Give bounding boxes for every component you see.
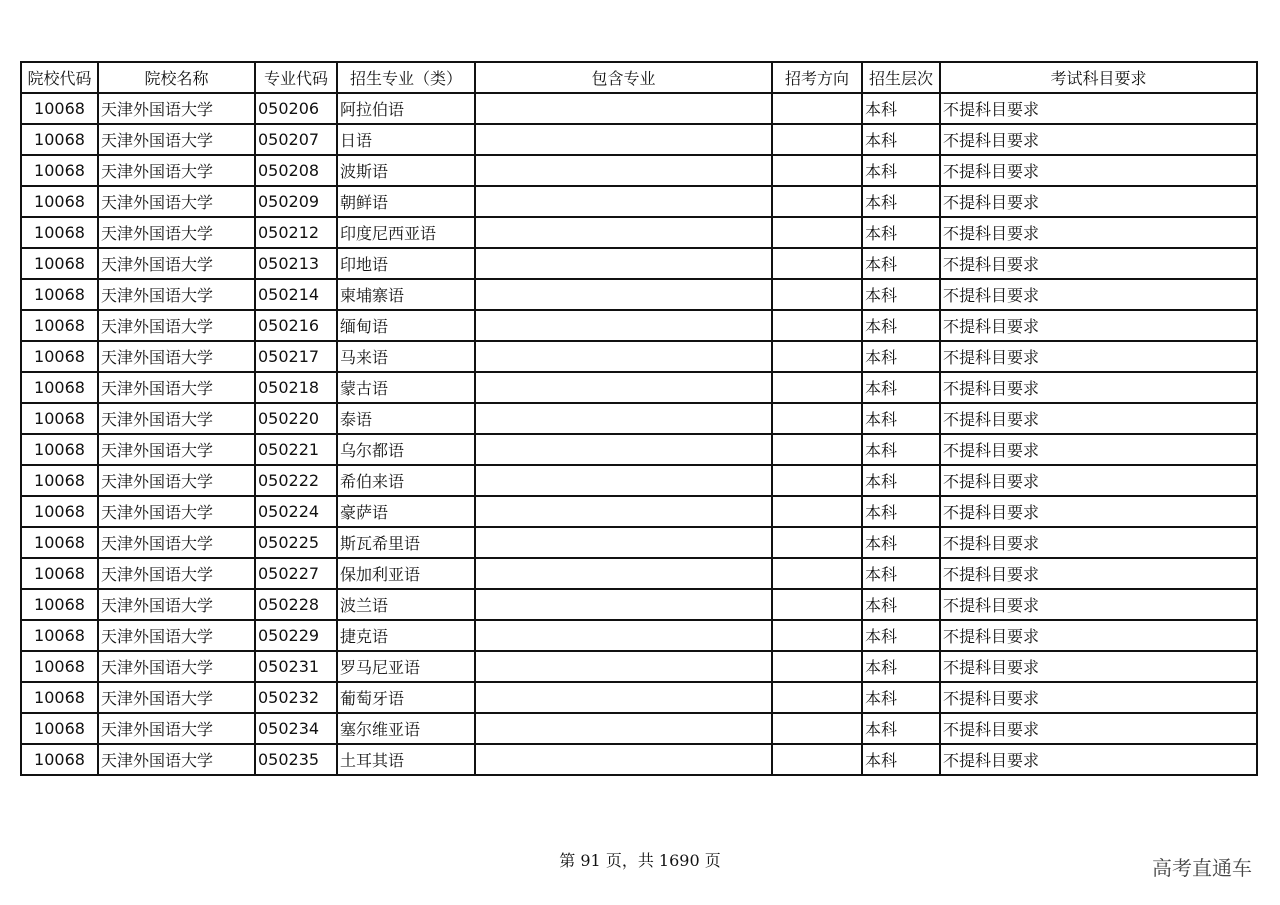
watermark: 高考直通车 <box>1152 856 1252 880</box>
cell-direction <box>772 682 862 713</box>
cell-major-code: 050213 <box>255 248 337 279</box>
cell-included-majors <box>475 403 772 434</box>
cell-direction <box>772 155 862 186</box>
cell-school-code: 10068 <box>21 372 98 403</box>
cell-direction <box>772 589 862 620</box>
cell-school-name: 天津外国语大学 <box>98 155 255 186</box>
cell-school-name: 天津外国语大学 <box>98 713 255 744</box>
cell-major: 马来语 <box>337 341 475 372</box>
cell-subject-requirement: 不提科目要求 <box>940 124 1257 155</box>
cell-subject-requirement: 不提科目要求 <box>940 713 1257 744</box>
cell-included-majors <box>475 651 772 682</box>
cell-school-code: 10068 <box>21 186 98 217</box>
cell-subject-requirement: 不提科目要求 <box>940 217 1257 248</box>
cell-major-code: 050208 <box>255 155 337 186</box>
cell-level: 本科 <box>862 434 940 465</box>
cell-direction <box>772 248 862 279</box>
cell-level: 本科 <box>862 310 940 341</box>
cell-major: 缅甸语 <box>337 310 475 341</box>
cell-school-code: 10068 <box>21 620 98 651</box>
cell-direction <box>772 279 862 310</box>
cell-included-majors <box>475 155 772 186</box>
cell-included-majors <box>475 496 772 527</box>
cell-level: 本科 <box>862 620 940 651</box>
cell-major-code: 050222 <box>255 465 337 496</box>
cell-major-code: 050235 <box>255 744 337 775</box>
table-row <box>21 248 1257 279</box>
cell-level: 本科 <box>862 124 940 155</box>
cell-included-majors <box>475 465 772 496</box>
cell-direction <box>772 124 862 155</box>
cell-level: 本科 <box>862 651 940 682</box>
cell-subject-requirement: 不提科目要求 <box>940 310 1257 341</box>
cell-major-code: 050227 <box>255 558 337 589</box>
table-row <box>21 372 1257 403</box>
cell-included-majors <box>475 217 772 248</box>
cell-major: 蒙古语 <box>337 372 475 403</box>
cell-direction <box>772 527 862 558</box>
cell-major: 葡萄牙语 <box>337 682 475 713</box>
cell-school-code: 10068 <box>21 465 98 496</box>
cell-major: 罗马尼亚语 <box>337 651 475 682</box>
cell-direction <box>772 93 862 124</box>
cell-major-code: 050224 <box>255 496 337 527</box>
cell-level: 本科 <box>862 217 940 248</box>
header-major: 招生专业（类） <box>337 62 475 93</box>
cell-major-code: 050234 <box>255 713 337 744</box>
cell-direction <box>772 186 862 217</box>
cell-major: 波兰语 <box>337 589 475 620</box>
cell-level: 本科 <box>862 186 940 217</box>
cell-included-majors <box>475 341 772 372</box>
cell-school-name: 天津外国语大学 <box>98 186 255 217</box>
cell-school-code: 10068 <box>21 744 98 775</box>
cell-subject-requirement: 不提科目要求 <box>940 372 1257 403</box>
cell-major-code: 050229 <box>255 620 337 651</box>
table-row <box>21 496 1257 527</box>
table-row <box>21 434 1257 465</box>
table-row <box>21 465 1257 496</box>
cell-included-majors <box>475 93 772 124</box>
cell-school-code: 10068 <box>21 434 98 465</box>
cell-major-code: 050231 <box>255 651 337 682</box>
cell-subject-requirement: 不提科目要求 <box>940 279 1257 310</box>
cell-included-majors <box>475 558 772 589</box>
cell-level: 本科 <box>862 155 940 186</box>
cell-major-code: 050228 <box>255 589 337 620</box>
cell-subject-requirement: 不提科目要求 <box>940 527 1257 558</box>
table-row <box>21 155 1257 186</box>
cell-school-name: 天津外国语大学 <box>98 248 255 279</box>
table-row <box>21 341 1257 372</box>
cell-subject-requirement: 不提科目要求 <box>940 434 1257 465</box>
cell-subject-requirement: 不提科目要求 <box>940 744 1257 775</box>
cell-included-majors <box>475 620 772 651</box>
cell-school-code: 10068 <box>21 217 98 248</box>
cell-direction <box>772 372 862 403</box>
enrollment-table <box>20 61 1258 776</box>
cell-school-code: 10068 <box>21 403 98 434</box>
cell-major: 印地语 <box>337 248 475 279</box>
cell-school-code: 10068 <box>21 279 98 310</box>
cell-level: 本科 <box>862 744 940 775</box>
cell-major-code: 050216 <box>255 310 337 341</box>
cell-major: 斯瓦希里语 <box>337 527 475 558</box>
cell-subject-requirement: 不提科目要求 <box>940 682 1257 713</box>
header-level: 招生层次 <box>862 62 940 93</box>
header-major-code: 专业代码 <box>255 62 337 93</box>
cell-included-majors <box>475 744 772 775</box>
table-row <box>21 558 1257 589</box>
cell-subject-requirement: 不提科目要求 <box>940 620 1257 651</box>
table-body <box>21 93 1257 775</box>
cell-included-majors <box>475 372 772 403</box>
cell-major-code: 050212 <box>255 217 337 248</box>
cell-subject-requirement: 不提科目要求 <box>940 341 1257 372</box>
cell-major: 希伯来语 <box>337 465 475 496</box>
cell-school-code: 10068 <box>21 310 98 341</box>
cell-included-majors <box>475 186 772 217</box>
cell-major: 印度尼西亚语 <box>337 217 475 248</box>
cell-school-code: 10068 <box>21 248 98 279</box>
cell-school-code: 10068 <box>21 496 98 527</box>
table-row <box>21 279 1257 310</box>
cell-school-name: 天津外国语大学 <box>98 744 255 775</box>
cell-direction <box>772 713 862 744</box>
table-row <box>21 403 1257 434</box>
cell-direction <box>772 217 862 248</box>
cell-school-name: 天津外国语大学 <box>98 589 255 620</box>
cell-school-code: 10068 <box>21 93 98 124</box>
cell-major: 阿拉伯语 <box>337 93 475 124</box>
header-school-name: 院校名称 <box>98 62 255 93</box>
cell-school-name: 天津外国语大学 <box>98 279 255 310</box>
cell-school-code: 10068 <box>21 558 98 589</box>
table-row <box>21 310 1257 341</box>
cell-direction <box>772 620 862 651</box>
cell-school-name: 天津外国语大学 <box>98 558 255 589</box>
cell-school-name: 天津外国语大学 <box>98 527 255 558</box>
cell-subject-requirement: 不提科目要求 <box>940 496 1257 527</box>
cell-direction <box>772 651 862 682</box>
cell-school-name: 天津外国语大学 <box>98 682 255 713</box>
cell-direction <box>772 465 862 496</box>
cell-subject-requirement: 不提科目要求 <box>940 558 1257 589</box>
cell-level: 本科 <box>862 713 940 744</box>
cell-school-code: 10068 <box>21 651 98 682</box>
cell-school-code: 10068 <box>21 155 98 186</box>
cell-major-code: 050218 <box>255 372 337 403</box>
cell-level: 本科 <box>862 372 940 403</box>
cell-level: 本科 <box>862 403 940 434</box>
cell-subject-requirement: 不提科目要求 <box>940 186 1257 217</box>
cell-major-code: 050206 <box>255 93 337 124</box>
cell-major-code: 050207 <box>255 124 337 155</box>
cell-school-name: 天津外国语大学 <box>98 403 255 434</box>
cell-level: 本科 <box>862 682 940 713</box>
header-school-code: 院校代码 <box>21 62 98 93</box>
table-row <box>21 589 1257 620</box>
cell-school-name: 天津外国语大学 <box>98 465 255 496</box>
cell-subject-requirement: 不提科目要求 <box>940 651 1257 682</box>
cell-level: 本科 <box>862 527 940 558</box>
cell-included-majors <box>475 589 772 620</box>
cell-subject-requirement: 不提科目要求 <box>940 155 1257 186</box>
cell-included-majors <box>475 310 772 341</box>
cell-included-majors <box>475 124 772 155</box>
cell-school-name: 天津外国语大学 <box>98 93 255 124</box>
cell-school-name: 天津外国语大学 <box>98 651 255 682</box>
cell-school-name: 天津外国语大学 <box>98 434 255 465</box>
cell-major-code: 050232 <box>255 682 337 713</box>
cell-major: 日语 <box>337 124 475 155</box>
table-row <box>21 93 1257 124</box>
header-direction: 招考方向 <box>772 62 862 93</box>
cell-direction <box>772 403 862 434</box>
cell-level: 本科 <box>862 248 940 279</box>
header-subject-requirement: 考试科目要求 <box>940 62 1257 93</box>
cell-major: 保加利亚语 <box>337 558 475 589</box>
cell-major-code: 050214 <box>255 279 337 310</box>
cell-school-code: 10068 <box>21 682 98 713</box>
cell-school-name: 天津外国语大学 <box>98 310 255 341</box>
table-row <box>21 217 1257 248</box>
cell-school-name: 天津外国语大学 <box>98 496 255 527</box>
cell-major: 塞尔维亚语 <box>337 713 475 744</box>
cell-direction <box>772 496 862 527</box>
cell-major: 柬埔寨语 <box>337 279 475 310</box>
cell-major: 豪萨语 <box>337 496 475 527</box>
table-row <box>21 651 1257 682</box>
cell-major-code: 050220 <box>255 403 337 434</box>
page-footer: 第 91 页，共 1690 页 <box>559 851 721 870</box>
cell-subject-requirement: 不提科目要求 <box>940 93 1257 124</box>
header-included-majors: 包含专业 <box>475 62 772 93</box>
cell-major: 土耳其语 <box>337 744 475 775</box>
cell-level: 本科 <box>862 465 940 496</box>
cell-level: 本科 <box>862 279 940 310</box>
cell-major-code: 050225 <box>255 527 337 558</box>
cell-school-name: 天津外国语大学 <box>98 341 255 372</box>
table-row <box>21 682 1257 713</box>
table-row <box>21 124 1257 155</box>
cell-direction <box>772 744 862 775</box>
header-row <box>21 62 1257 93</box>
cell-major: 泰语 <box>337 403 475 434</box>
cell-school-code: 10068 <box>21 713 98 744</box>
cell-major: 波斯语 <box>337 155 475 186</box>
cell-major: 捷克语 <box>337 620 475 651</box>
cell-level: 本科 <box>862 93 940 124</box>
table-row <box>21 744 1257 775</box>
cell-school-code: 10068 <box>21 589 98 620</box>
cell-subject-requirement: 不提科目要求 <box>940 248 1257 279</box>
table-row <box>21 527 1257 558</box>
cell-major-code: 050221 <box>255 434 337 465</box>
cell-included-majors <box>475 713 772 744</box>
cell-direction <box>772 434 862 465</box>
cell-included-majors <box>475 279 772 310</box>
cell-included-majors <box>475 434 772 465</box>
cell-school-name: 天津外国语大学 <box>98 217 255 248</box>
cell-school-name: 天津外国语大学 <box>98 620 255 651</box>
cell-level: 本科 <box>862 589 940 620</box>
cell-level: 本科 <box>862 341 940 372</box>
cell-school-code: 10068 <box>21 341 98 372</box>
cell-direction <box>772 310 862 341</box>
cell-included-majors <box>475 527 772 558</box>
cell-included-majors <box>475 248 772 279</box>
cell-subject-requirement: 不提科目要求 <box>940 403 1257 434</box>
cell-school-code: 10068 <box>21 527 98 558</box>
table-row <box>21 186 1257 217</box>
cell-direction <box>772 558 862 589</box>
table-row <box>21 620 1257 651</box>
cell-level: 本科 <box>862 496 940 527</box>
cell-subject-requirement: 不提科目要求 <box>940 465 1257 496</box>
table-row <box>21 713 1257 744</box>
cell-included-majors <box>475 682 772 713</box>
cell-school-name: 天津外国语大学 <box>98 372 255 403</box>
cell-major: 朝鲜语 <box>337 186 475 217</box>
cell-school-name: 天津外国语大学 <box>98 124 255 155</box>
cell-subject-requirement: 不提科目要求 <box>940 589 1257 620</box>
cell-direction <box>772 341 862 372</box>
cell-school-code: 10068 <box>21 124 98 155</box>
cell-major: 乌尔都语 <box>337 434 475 465</box>
cell-level: 本科 <box>862 558 940 589</box>
cell-major-code: 050209 <box>255 186 337 217</box>
cell-major-code: 050217 <box>255 341 337 372</box>
